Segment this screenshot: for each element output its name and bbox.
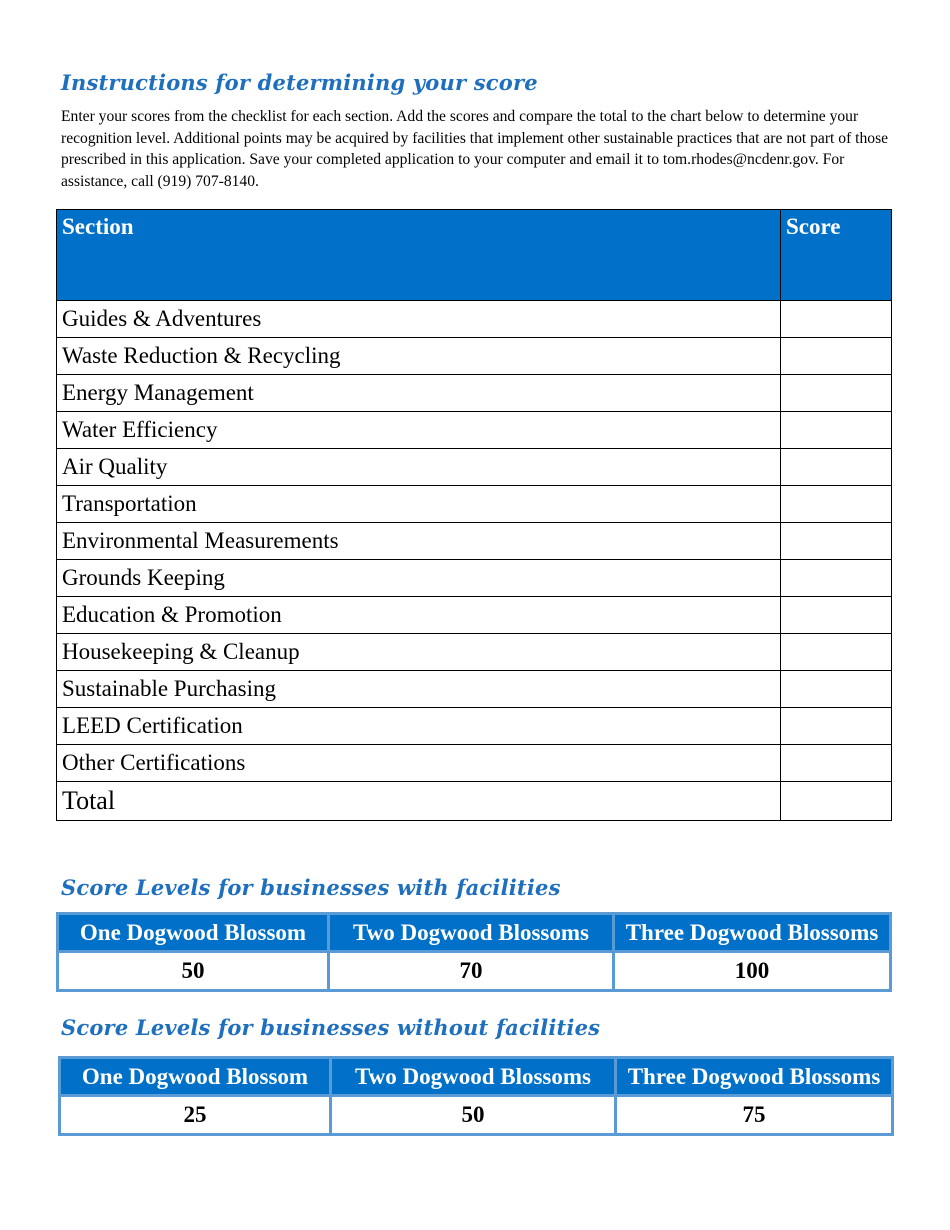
table-row: [57, 634, 892, 671]
score-input-cell[interactable]: [781, 708, 892, 745]
levels-value-row: [60, 1096, 893, 1135]
section-label: Other Certifications: [57, 745, 781, 782]
one-blossom-value: 25: [60, 1096, 331, 1135]
instructions-paragraph: Enter your scores from the checklist for each section. Add the scores and compare the total to the chart below to determine your recognition level. Additional points may be acquired by facilities that implement other sustainable practices that are not part of those prescribed in this application. Save your completed application to your computer and email it to tom.rhodes@ncdenr.gov. For assistance, call (919) 707-8140.: [61, 108, 889, 190]
score-input-cell[interactable]: [781, 745, 892, 782]
section-label: Energy Management: [57, 375, 781, 412]
table-row: [57, 671, 892, 708]
section-label: Environmental Measurements: [57, 523, 781, 560]
score-input-cell[interactable]: [781, 301, 892, 338]
table-row: [57, 449, 892, 486]
section-label: Housekeeping & Cleanup: [57, 634, 781, 671]
table-row: [57, 375, 892, 412]
section-label: Transportation: [57, 486, 781, 523]
table-row: [57, 560, 892, 597]
score-table: [56, 209, 892, 821]
section-label: Grounds Keeping: [57, 560, 781, 597]
section-label: Water Efficiency: [57, 412, 781, 449]
levels-header-row: [58, 914, 891, 952]
levels-with-facilities-table: [56, 912, 892, 992]
section-label: LEED Certification: [57, 708, 781, 745]
score-input-cell[interactable]: [781, 634, 892, 671]
levels-without-facilities-table: [58, 1056, 894, 1136]
section-label: Education & Promotion: [57, 597, 781, 634]
table-row: [57, 523, 892, 560]
two-blossoms-value: 70: [329, 952, 614, 991]
table-row: [57, 412, 892, 449]
three-blossoms-value: 75: [616, 1096, 893, 1135]
score-input-cell[interactable]: [781, 671, 892, 708]
three-blossoms-header: Three Dogwood Blossoms: [616, 1058, 893, 1096]
section-label: Guides & Adventures: [57, 301, 781, 338]
section-label: Air Quality: [57, 449, 781, 486]
two-blossoms-value: 50: [331, 1096, 616, 1135]
score-input-cell[interactable]: [781, 560, 892, 597]
score-input-cell[interactable]: [781, 486, 892, 523]
score-input-cell[interactable]: [781, 375, 892, 412]
section-label: Waste Reduction & Recycling: [57, 338, 781, 375]
levels-without-facilities-heading: Score Levels for businesses without facilities: [61, 1015, 601, 1040]
section-label: Sustainable Purchasing: [57, 671, 781, 708]
table-row: [57, 708, 892, 745]
two-blossoms-header: Two Dogwood Blossoms: [329, 914, 614, 952]
three-blossoms-header: Three Dogwood Blossoms: [614, 914, 891, 952]
score-input-cell[interactable]: [781, 412, 892, 449]
table-row: [57, 301, 892, 338]
one-blossom-value: 50: [58, 952, 329, 991]
table-row: [57, 338, 892, 375]
total-row: [57, 782, 892, 821]
three-blossoms-value: 100: [614, 952, 891, 991]
score-input-cell[interactable]: [781, 338, 892, 375]
two-blossoms-header: Two Dogwood Blossoms: [331, 1058, 616, 1096]
total-label: Total: [57, 782, 781, 821]
score-table-header-row: [57, 210, 892, 301]
one-blossom-header: One Dogwood Blossom: [60, 1058, 331, 1096]
levels-value-row: [58, 952, 891, 991]
levels-header-row: [60, 1058, 893, 1096]
score-input-cell[interactable]: [781, 523, 892, 560]
total-input-cell[interactable]: [781, 782, 892, 821]
score-column-header: Score: [781, 210, 892, 301]
section-column-header: Section: [57, 210, 781, 301]
table-row: [57, 486, 892, 523]
levels-with-facilities-heading: Score Levels for businesses with facilities: [61, 875, 561, 900]
table-row: [57, 597, 892, 634]
score-input-cell[interactable]: [781, 597, 892, 634]
score-input-cell[interactable]: [781, 449, 892, 486]
table-row: [57, 745, 892, 782]
instructions-heading: Instructions for determining your score: [61, 70, 538, 95]
one-blossom-header: One Dogwood Blossom: [58, 914, 329, 952]
